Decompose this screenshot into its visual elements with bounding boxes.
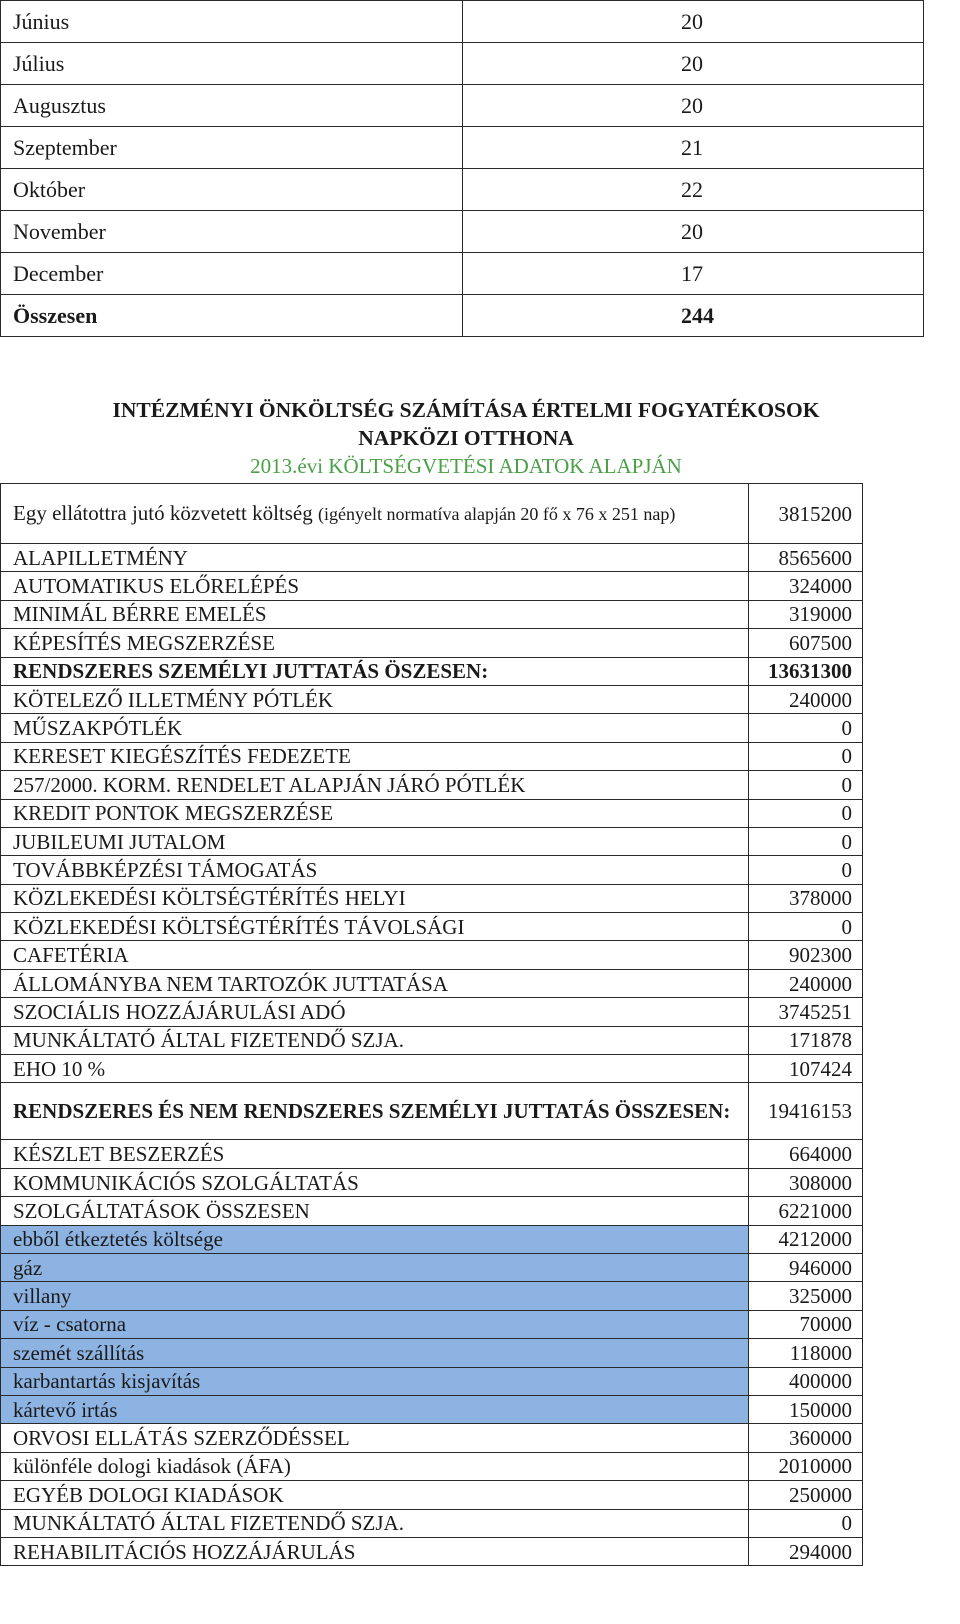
month-name: Október	[1, 169, 463, 211]
months-total-value: 244	[463, 295, 924, 337]
cost-label: KOMMUNIKÁCIÓS SZOLGÁLTATÁS	[1, 1168, 749, 1196]
cost-row	[1, 1225, 863, 1253]
cost-row	[1, 1367, 863, 1395]
cost-value: 250000	[749, 1481, 863, 1509]
cost-label: MUNKÁLTATÓ ÁLTAL FIZETENDŐ SZJA.	[1, 1509, 749, 1537]
cost-value: 319000	[749, 600, 863, 628]
cost-row	[1, 572, 863, 600]
cost-value: 324000	[749, 572, 863, 600]
cost-value: 240000	[749, 685, 863, 713]
cost-label: KÖTELEZŐ ILLETMÉNY PÓTLÉK	[1, 685, 749, 713]
month-value: 20	[463, 85, 924, 127]
months-table	[0, 0, 924, 337]
month-value: 20	[463, 211, 924, 253]
cost-label: ebből étkeztetés költsége	[1, 1225, 749, 1253]
cost-row	[1, 941, 863, 969]
cost-value: 240000	[749, 969, 863, 997]
cost-value: 150000	[749, 1395, 863, 1423]
cost-row	[1, 1140, 863, 1168]
cost-value: 0	[749, 742, 863, 770]
cost-value: 378000	[749, 884, 863, 912]
cost-label: víz - csatorna	[1, 1310, 749, 1338]
cost-value: 0	[749, 714, 863, 742]
cost-value: 70000	[749, 1310, 863, 1338]
cost-label: MŰSZAKPÓTLÉK	[1, 714, 749, 742]
cost-row	[1, 544, 863, 572]
cost-value: 0	[749, 856, 863, 884]
cost-value: 6221000	[749, 1197, 863, 1225]
cost-row	[1, 1055, 863, 1083]
cost-label: KREDIT PONTOK MEGSZERZÉSE	[1, 799, 749, 827]
cost-row	[1, 799, 863, 827]
cost-row	[1, 1083, 863, 1140]
month-row	[1, 253, 924, 295]
cost-value: 0	[749, 913, 863, 941]
cost-label: MINIMÁL BÉRRE EMELÉS	[1, 600, 749, 628]
months-table-body	[1, 1, 924, 337]
cost-row	[1, 998, 863, 1026]
cost-row	[1, 714, 863, 742]
cost-row	[1, 1339, 863, 1367]
cost-row	[1, 1509, 863, 1537]
cost-value: 107424	[749, 1055, 863, 1083]
cost-label: KERESET KIEGÉSZÍTÉS FEDEZETE	[1, 742, 749, 770]
month-value: 17	[463, 253, 924, 295]
month-name: Szeptember	[1, 127, 463, 169]
months-total-label: Összesen	[1, 295, 463, 337]
cost-label: karbantartás kisjavítás	[1, 1367, 749, 1395]
cost-row	[1, 1452, 863, 1480]
cost-value: 0	[749, 799, 863, 827]
cost-label: különféle dologi kiadások (ÁFA)	[1, 1452, 749, 1480]
month-name: Július	[1, 43, 463, 85]
month-name: November	[1, 211, 463, 253]
cost-row	[1, 600, 863, 628]
month-value: 21	[463, 127, 924, 169]
cost-label: villany	[1, 1282, 749, 1310]
month-value: 20	[463, 1, 924, 43]
cost-label: TOVÁBBKÉPZÉSI TÁMOGATÁS	[1, 856, 749, 884]
month-value: 20	[463, 43, 924, 85]
intro-label	[1, 484, 749, 544]
intro-label-note: (igényelt normatíva alapján 20 fő x 76 x 251 nap)	[318, 504, 676, 524]
heading-line-2: NAPKÖZI OTTHONA	[358, 426, 574, 450]
cost-label: gáz	[1, 1253, 749, 1281]
cost-label: szemét szállítás	[1, 1339, 749, 1367]
cost-row	[1, 856, 863, 884]
cost-label: REHABILITÁCIÓS HOZZÁJÁRULÁS	[1, 1537, 749, 1565]
cost-label: AUTOMATIKUS ELŐRELÉPÉS	[1, 572, 749, 600]
cost-row	[1, 913, 863, 941]
cost-label: MUNKÁLTATÓ ÁLTAL FIZETENDŐ SZJA.	[1, 1026, 749, 1054]
cost-value: 4212000	[749, 1225, 863, 1253]
cost-value: 0	[749, 771, 863, 799]
month-name: Augusztus	[1, 85, 463, 127]
cost-label: ORVOSI ELLÁTÁS SZERZŐDÉSSEL	[1, 1424, 749, 1452]
intro-value: 3815200	[749, 484, 863, 544]
cost-label: KÖZLEKEDÉSI KÖLTSÉGTÉRÍTÉS HELYI	[1, 884, 749, 912]
month-row	[1, 211, 924, 253]
cost-label: ÁLLOMÁNYBA NEM TARTOZÓK JUTTATÁSA	[1, 969, 749, 997]
cost-heading	[0, 396, 932, 480]
cost-value: 0	[749, 827, 863, 855]
cost-row	[1, 1310, 863, 1338]
cost-row	[1, 1282, 863, 1310]
cost-value: 294000	[749, 1537, 863, 1565]
cost-row	[1, 629, 863, 657]
month-value: 22	[463, 169, 924, 211]
cost-label: KÉSZLET BESZERZÉS	[1, 1140, 749, 1168]
cost-label: RENDSZERES ÉS NEM RENDSZERES SZEMÉLYI JUTTATÁS ÖSSZESEN:	[1, 1083, 749, 1140]
cost-value: 171878	[749, 1026, 863, 1054]
cost-row	[1, 657, 863, 685]
month-row	[1, 1, 924, 43]
month-row	[1, 85, 924, 127]
month-row	[1, 127, 924, 169]
month-name: Június	[1, 1, 463, 43]
cost-value: 118000	[749, 1339, 863, 1367]
cost-label: KÖZLEKEDÉSI KÖLTSÉGTÉRÍTÉS TÁVOLSÁGI	[1, 913, 749, 941]
months-total-row	[1, 295, 924, 337]
cost-row	[1, 884, 863, 912]
cost-label: SZOCIÁLIS HOZZÁJÁRULÁSI ADÓ	[1, 998, 749, 1026]
cost-label: KÉPESÍTÉS MEGSZERZÉSE	[1, 629, 749, 657]
cost-row	[1, 827, 863, 855]
heading-line-3: 2013.évi KÖLTSÉGVETÉSI ADATOK ALAPJÁN	[250, 454, 682, 478]
month-name: December	[1, 253, 463, 295]
cost-table-body	[1, 484, 863, 1566]
cost-value: 308000	[749, 1168, 863, 1196]
cost-row	[1, 1395, 863, 1423]
cost-value: 946000	[749, 1253, 863, 1281]
cost-row	[1, 969, 863, 997]
cost-row	[1, 1197, 863, 1225]
cost-row	[1, 771, 863, 799]
cost-row	[1, 1537, 863, 1565]
cost-row	[1, 742, 863, 770]
cost-value: 8565600	[749, 544, 863, 572]
cost-label: ALAPILLETMÉNY	[1, 544, 749, 572]
month-row	[1, 169, 924, 211]
cost-value: 13631300	[749, 657, 863, 685]
cost-label: EGYÉB DOLOGI KIADÁSOK	[1, 1481, 749, 1509]
cost-row	[1, 1026, 863, 1054]
cost-table	[0, 483, 863, 1566]
cost-label: 257/2000. KORM. RENDELET ALAPJÁN JÁRÓ PÓTLÉK	[1, 771, 749, 799]
cost-row	[1, 685, 863, 713]
cost-value: 400000	[749, 1367, 863, 1395]
cost-value: 664000	[749, 1140, 863, 1168]
heading-line-1: INTÉZMÉNYI ÖNKÖLTSÉG SZÁMÍTÁSA ÉRTELMI FOGYATÉKOSOK	[112, 398, 820, 422]
cost-value: 0	[749, 1509, 863, 1537]
cost-label: kártevő irtás	[1, 1395, 749, 1423]
intro-label-main: Egy ellátottra jutó közvetett költség	[13, 501, 313, 525]
cost-label: SZOLGÁLTATÁSOK ÖSSZESEN	[1, 1197, 749, 1225]
cost-value: 19416153	[749, 1083, 863, 1140]
intro-row	[1, 484, 863, 544]
cost-label: CAFETÉRIA	[1, 941, 749, 969]
cost-label: EHO 10 %	[1, 1055, 749, 1083]
cost-value: 2010000	[749, 1452, 863, 1480]
cost-row	[1, 1168, 863, 1196]
cost-row	[1, 1253, 863, 1281]
cost-label: JUBILEUMI JUTALOM	[1, 827, 749, 855]
month-row	[1, 43, 924, 85]
cost-row	[1, 1424, 863, 1452]
cost-row	[1, 1481, 863, 1509]
cost-value: 902300	[749, 941, 863, 969]
cost-value: 3745251	[749, 998, 863, 1026]
cost-value: 360000	[749, 1424, 863, 1452]
cost-value: 607500	[749, 629, 863, 657]
cost-value: 325000	[749, 1282, 863, 1310]
cost-label: RENDSZERES SZEMÉLYI JUTTATÁS ÖSZESEN:	[1, 657, 749, 685]
